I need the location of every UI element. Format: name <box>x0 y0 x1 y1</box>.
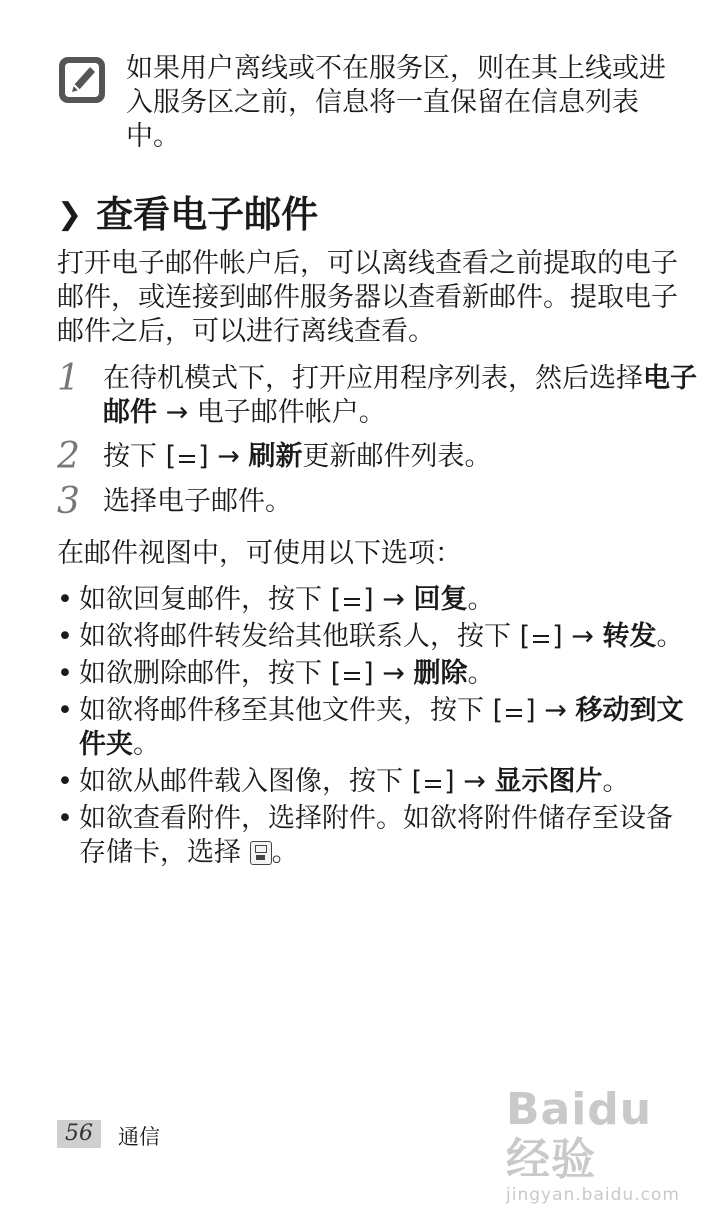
bullet-icon: • <box>57 658 73 689</box>
step-bold: 电子邮件 <box>103 363 697 428</box>
item-bold: 回复 <box>413 584 468 615</box>
item-text: 如欲删除邮件，按下 [ <box>79 658 342 689</box>
list-item <box>57 657 697 691</box>
list-item <box>57 802 697 870</box>
step-body <box>103 440 697 474</box>
step-number: 3 <box>57 481 80 522</box>
menu-key-icon <box>176 450 198 468</box>
note-pencil-icon <box>57 55 107 105</box>
menu-key-icon <box>341 667 363 685</box>
step-text: 按下 [ <box>103 441 177 472</box>
page-section-label: 通信 <box>118 1125 160 1149</box>
item-text: 。 <box>271 837 299 868</box>
watermark-sub: jingyan.baidu.com <box>506 1185 680 1205</box>
note-text: 如果用户离线或不在服务区，则在其上线或进入服务区之前，信息将一直保留在信息列表中。 <box>126 53 666 152</box>
watermark-main: Baidu经验 <box>506 1084 653 1185</box>
page-number: 56 <box>57 1120 101 1148</box>
menu-key-icon <box>503 704 525 722</box>
item-bold: 删除 <box>413 658 468 689</box>
item-text: ] → <box>363 658 414 689</box>
step-bold: 刷新 <box>248 441 303 472</box>
item-text: ] → <box>444 766 495 797</box>
step-text: 在待机模式下，打开应用程序列表，然后选择 <box>103 363 643 394</box>
section-title-text: 查看电子邮件 <box>96 193 319 236</box>
list-item <box>57 583 697 617</box>
step-body: 选择电子邮件。 <box>103 486 292 517</box>
list-item <box>57 620 697 654</box>
item-text: 。 <box>467 584 495 615</box>
options-list <box>57 583 697 873</box>
item-bold: 转发 <box>602 621 657 652</box>
chevron-right-icon: ❯ <box>57 197 83 232</box>
step-number: 1 <box>57 358 80 399</box>
step-3 <box>57 481 697 522</box>
bullet-icon: • <box>57 766 73 797</box>
options-intro: 在邮件视图中，可使用以下选项： <box>57 538 462 569</box>
menu-key-icon <box>341 593 363 611</box>
item-text: 如欲查看附件，选择附件。如欲将附件储存至设备存储卡，选择 <box>79 803 673 868</box>
list-item <box>57 765 697 799</box>
item-text: 如欲将邮件移至其他文件夹，按下 [ <box>79 695 504 726</box>
item-text: ] → <box>552 621 603 652</box>
step-body <box>103 362 697 430</box>
item-text: 。 <box>602 766 630 797</box>
bullet-icon: • <box>57 695 73 726</box>
item-text: ] → <box>363 584 414 615</box>
section-title <box>57 192 318 238</box>
save-icon <box>250 841 272 865</box>
item-bold: 移动到文件夹 <box>79 695 684 760</box>
step-text: ] → <box>198 441 249 472</box>
bullet-icon: • <box>57 584 73 615</box>
bullet-icon: • <box>57 803 73 834</box>
step-number: 2 <box>57 436 80 477</box>
item-text: 。 <box>467 658 495 689</box>
item-text: 。 <box>656 621 684 652</box>
menu-key-icon <box>530 630 552 648</box>
step-text: → 电子邮件帐户。 <box>157 397 386 428</box>
item-bold: 显示图片 <box>494 766 603 797</box>
section-intro: 打开电子邮件帐户后，可以离线查看之前提取的电子邮件，或连接到邮件服务器以查看新邮件。提取电子邮件之后，可以进行离线查看。 <box>57 248 678 347</box>
menu-key-icon <box>422 775 444 793</box>
item-text: ] → <box>525 695 576 726</box>
item-text: 。 <box>133 729 160 760</box>
item-text: 如欲从邮件载入图像，按下 [ <box>79 766 423 797</box>
step-2 <box>57 436 697 477</box>
item-text: 如欲回复邮件，按下 [ <box>79 584 342 615</box>
bullet-icon: • <box>57 621 73 652</box>
item-text: 如欲将邮件转发给其他联系人，按下 [ <box>79 621 531 652</box>
watermark <box>506 1084 686 1205</box>
step-1 <box>57 358 697 430</box>
step-text: 更新邮件列表。 <box>302 441 492 472</box>
list-item <box>57 694 697 762</box>
